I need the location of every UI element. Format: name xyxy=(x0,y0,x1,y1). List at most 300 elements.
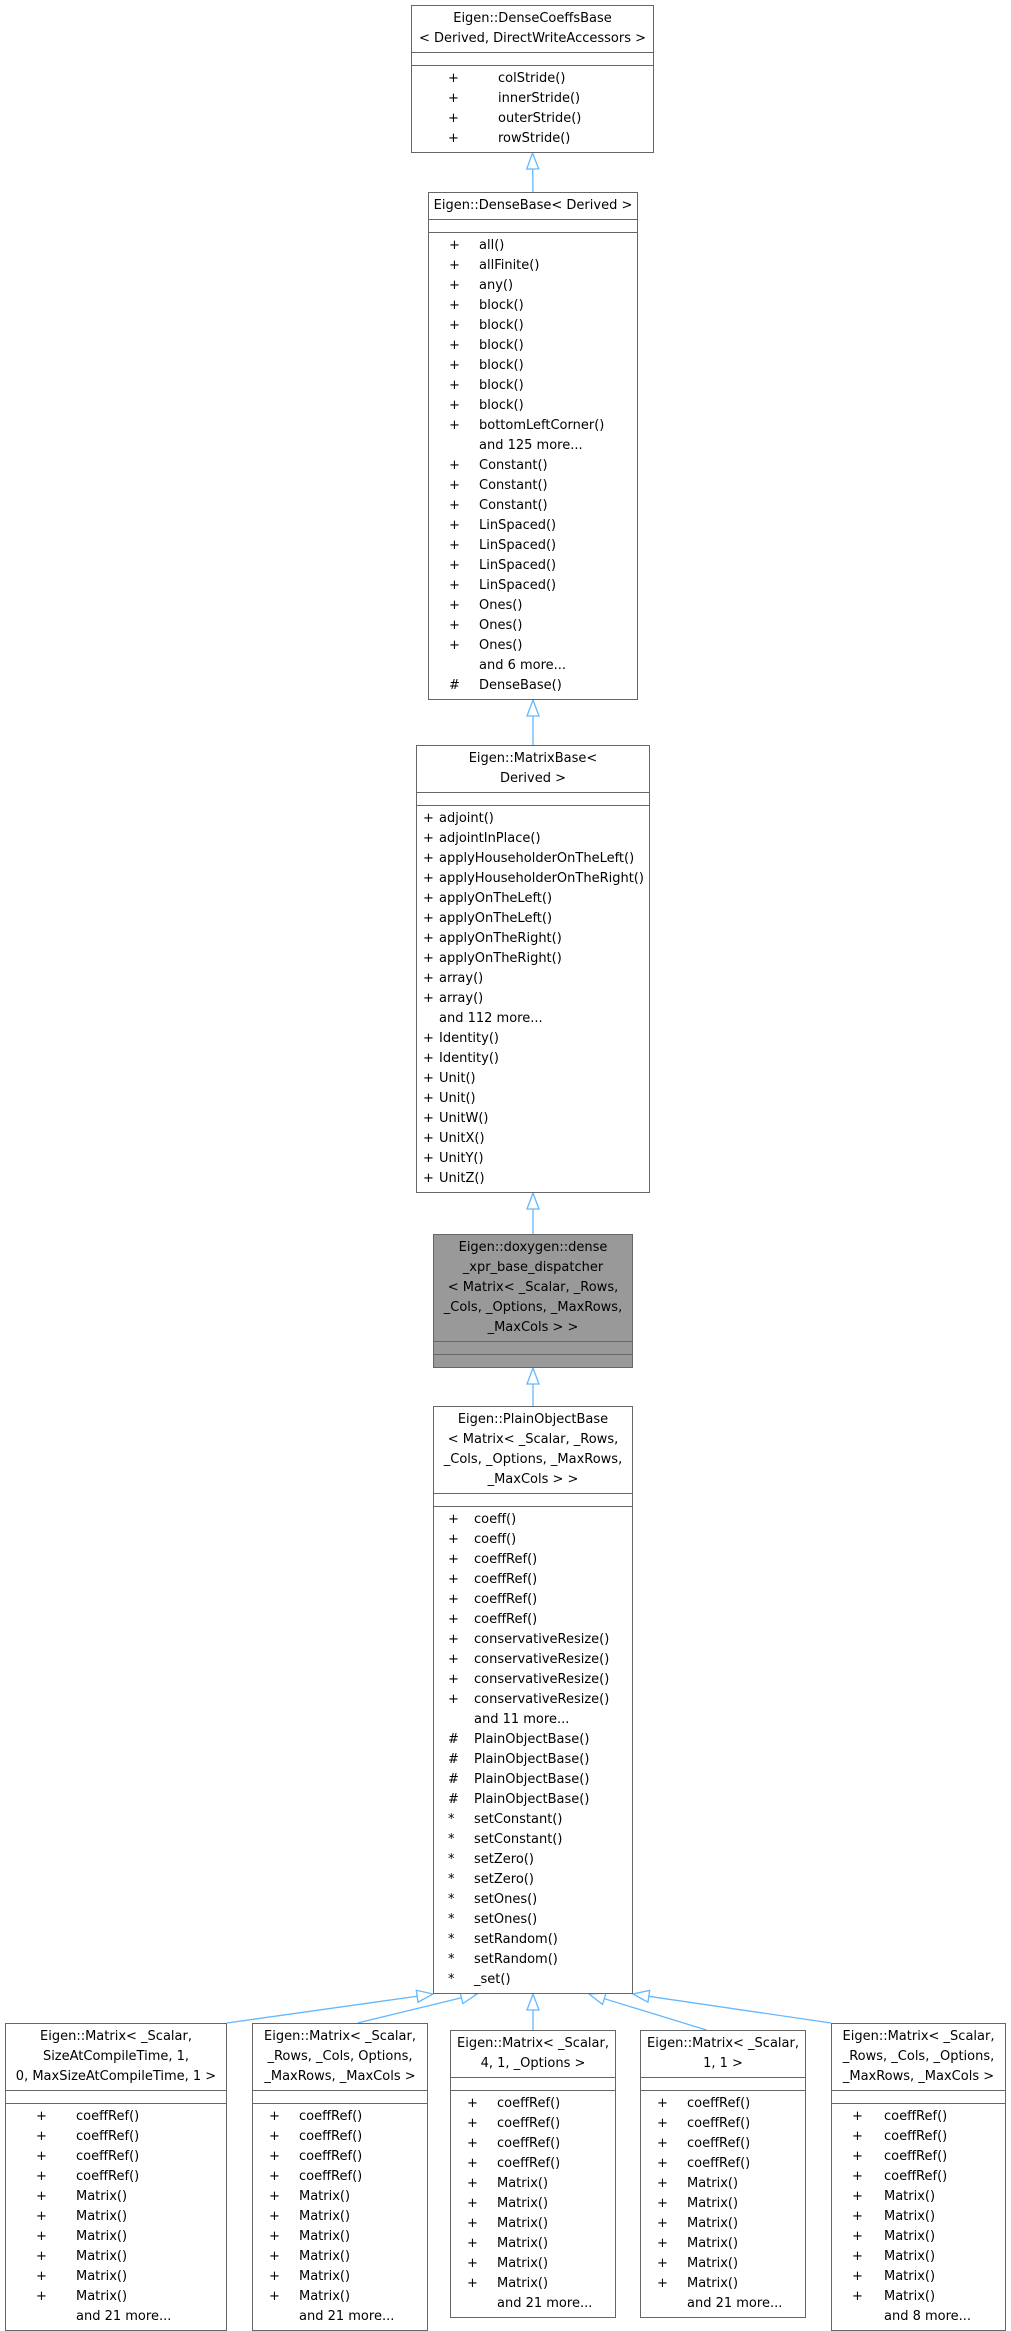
member-row[interactable] xyxy=(417,989,649,1009)
member-row[interactable] xyxy=(832,2227,1005,2247)
member-row[interactable] xyxy=(253,2187,427,2207)
member-row[interactable] xyxy=(832,2267,1005,2287)
more-members-note xyxy=(253,2307,427,2327)
edge-matrix1-to-plainobjectbase-line xyxy=(227,1996,417,2023)
member-row[interactable] xyxy=(417,809,649,829)
member-row[interactable] xyxy=(434,1890,632,1910)
member-row[interactable] xyxy=(451,2214,615,2234)
member-row[interactable] xyxy=(6,2227,226,2247)
class-title-line: 1, 1 > xyxy=(645,2054,801,2074)
member-row[interactable] xyxy=(429,676,637,696)
visibility-marker: + xyxy=(657,2274,668,2294)
class-title-line: _xpr_base_dispatcher xyxy=(438,1258,628,1278)
member-name: setRandom() xyxy=(474,1950,558,1970)
class-title-line: Eigen::DenseCoeffsBase xyxy=(416,9,649,29)
member-row[interactable] xyxy=(451,2194,615,2214)
visibility-marker: + xyxy=(657,2254,668,2274)
member-row[interactable] xyxy=(417,1049,649,1069)
member-row[interactable] xyxy=(429,316,637,336)
member-name: coeff() xyxy=(474,1530,516,1550)
visibility-marker: + xyxy=(423,1029,434,1049)
class-title-line: Eigen::Matrix< _Scalar, xyxy=(645,2034,801,2054)
member-name: coeffRef() xyxy=(299,2167,362,2187)
class-title-line: Eigen::MatrixBase< xyxy=(421,749,645,769)
member-row[interactable] xyxy=(434,1550,632,1570)
class-attributes-section xyxy=(412,53,653,66)
class-methods-section xyxy=(451,2091,615,2317)
visibility-marker: * xyxy=(448,1910,455,1930)
member-name: allFinite() xyxy=(479,256,539,276)
member-row[interactable] xyxy=(832,2127,1005,2147)
visibility-marker: + xyxy=(449,396,460,416)
member-name: PlainObjectBase() xyxy=(474,1790,589,1810)
member-name: coeffRef() xyxy=(687,2114,750,2134)
visibility-marker: + xyxy=(449,236,460,256)
member-name: conservativeResize() xyxy=(474,1630,609,1650)
visibility-marker: + xyxy=(852,2207,863,2227)
member-row[interactable] xyxy=(429,576,637,596)
member-name: Matrix() xyxy=(884,2247,935,2267)
class-title-line: Eigen::PlainObjectBase xyxy=(438,1410,628,1430)
visibility-marker: + xyxy=(467,2214,478,2234)
class-title xyxy=(429,193,637,220)
member-name: Matrix() xyxy=(299,2187,350,2207)
visibility-marker: + xyxy=(423,1149,434,1169)
member-name: applyOnTheRight() xyxy=(439,949,562,969)
visibility-marker: + xyxy=(852,2107,863,2127)
visibility-marker: + xyxy=(423,809,434,829)
class-matrix-sizeatcompiletime[interactable] xyxy=(5,2023,227,2331)
member-row[interactable] xyxy=(434,1530,632,1550)
member-row[interactable] xyxy=(6,2147,226,2167)
member-row[interactable] xyxy=(417,929,649,949)
member-name: Ones() xyxy=(479,596,522,616)
member-name: PlainObjectBase() xyxy=(474,1770,589,1790)
member-row[interactable] xyxy=(429,396,637,416)
member-row[interactable] xyxy=(429,376,637,396)
more-members-note xyxy=(429,436,637,456)
member-row[interactable] xyxy=(429,476,637,496)
member-row[interactable] xyxy=(641,2254,805,2274)
class-title-line: Eigen::Matrix< _Scalar, xyxy=(10,2027,222,2047)
member-row[interactable] xyxy=(417,909,649,929)
class-matrix-1-1[interactable] xyxy=(640,2030,806,2318)
class-title-line: _MaxCols > > xyxy=(438,1470,628,1490)
member-row[interactable] xyxy=(253,2107,427,2127)
member-row[interactable] xyxy=(434,1570,632,1590)
member-row[interactable] xyxy=(253,2147,427,2167)
visibility-marker: + xyxy=(467,2154,478,2174)
member-row[interactable] xyxy=(434,1770,632,1790)
class-methods-section xyxy=(434,1507,632,1993)
visibility-marker: * xyxy=(448,1830,455,1850)
member-row[interactable] xyxy=(412,109,653,129)
member-row[interactable] xyxy=(429,636,637,656)
more-members-note xyxy=(6,2307,226,2327)
member-row[interactable] xyxy=(434,1730,632,1750)
member-name: Matrix() xyxy=(299,2207,350,2227)
visibility-marker: + xyxy=(423,1169,434,1189)
member-name: rowStride() xyxy=(498,129,570,149)
visibility-marker: * xyxy=(448,1890,455,1910)
member-name: block() xyxy=(479,396,524,416)
member-row[interactable] xyxy=(412,129,653,149)
visibility-marker: + xyxy=(467,2174,478,2194)
member-name: and 125 more... xyxy=(479,436,583,456)
member-name: Constant() xyxy=(479,496,548,516)
visibility-marker: + xyxy=(852,2247,863,2267)
member-row[interactable] xyxy=(253,2167,427,2187)
member-row[interactable] xyxy=(641,2154,805,2174)
member-name: coeffRef() xyxy=(687,2094,750,2114)
class-title-line: < Matrix< _Scalar, _Rows, xyxy=(438,1430,628,1450)
class-title-line: Eigen::Matrix< _Scalar, xyxy=(836,2027,1001,2047)
member-row[interactable] xyxy=(417,1069,649,1089)
member-row[interactable] xyxy=(451,2234,615,2254)
member-row[interactable] xyxy=(253,2207,427,2227)
visibility-marker: * xyxy=(448,1970,455,1990)
member-name: Matrix() xyxy=(884,2267,935,2287)
visibility-marker: # xyxy=(448,1750,459,1770)
member-row[interactable] xyxy=(434,1790,632,1810)
member-row[interactable] xyxy=(451,2254,615,2274)
visibility-marker: + xyxy=(852,2147,863,2167)
member-row[interactable] xyxy=(6,2127,226,2147)
member-row[interactable] xyxy=(434,1950,632,1970)
member-name: coeffRef() xyxy=(687,2154,750,2174)
member-row[interactable] xyxy=(434,1630,632,1650)
class-title-line: _MaxCols > > xyxy=(438,1318,628,1338)
class-title-line: _MaxRows, _MaxCols > xyxy=(836,2067,1001,2087)
visibility-marker: + xyxy=(852,2187,863,2207)
member-row[interactable] xyxy=(429,296,637,316)
member-row[interactable] xyxy=(434,1910,632,1930)
member-name: applyOnTheRight() xyxy=(439,929,562,949)
member-name: coeffRef() xyxy=(299,2107,362,2127)
member-row[interactable] xyxy=(429,496,637,516)
class-methods-section xyxy=(6,2104,226,2330)
member-row[interactable] xyxy=(451,2174,615,2194)
member-row[interactable] xyxy=(429,276,637,296)
class-methods-section xyxy=(832,2104,1005,2330)
visibility-marker: + xyxy=(449,276,460,296)
visibility-marker: + xyxy=(449,336,460,356)
member-name: LinSpaced() xyxy=(479,516,556,536)
member-row[interactable] xyxy=(641,2114,805,2134)
member-row[interactable] xyxy=(6,2267,226,2287)
visibility-marker: + xyxy=(852,2167,863,2187)
member-name: Matrix() xyxy=(687,2234,738,2254)
visibility-marker: + xyxy=(852,2267,863,2287)
member-row[interactable] xyxy=(434,1850,632,1870)
member-name: Matrix() xyxy=(497,2174,548,2194)
member-row[interactable] xyxy=(429,336,637,356)
member-row[interactable] xyxy=(6,2107,226,2127)
member-name: Matrix() xyxy=(497,2254,548,2274)
member-row[interactable] xyxy=(429,356,637,376)
member-row[interactable] xyxy=(434,1510,632,1530)
member-name: coeffRef() xyxy=(76,2147,139,2167)
member-row[interactable] xyxy=(434,1690,632,1710)
member-name: Matrix() xyxy=(76,2187,127,2207)
more-members-note xyxy=(641,2294,805,2314)
member-row[interactable] xyxy=(832,2247,1005,2267)
class-title-line: _Cols, _Options, _MaxRows, xyxy=(438,1298,628,1318)
member-row[interactable] xyxy=(434,1930,632,1950)
class-title-line: _Rows, _Cols, Options, xyxy=(257,2047,423,2067)
visibility-marker: + xyxy=(36,2147,47,2167)
member-row[interactable] xyxy=(434,1830,632,1850)
visibility-marker: + xyxy=(36,2207,47,2227)
member-name: Ones() xyxy=(479,616,522,636)
edge-matrix5-to-plainobjectbase-arrowhead xyxy=(633,1990,650,2002)
member-name: block() xyxy=(479,356,524,376)
visibility-marker: + xyxy=(448,1550,459,1570)
class-dense-xpr-base-dispatcher[interactable] xyxy=(433,1234,633,1368)
member-row[interactable] xyxy=(832,2107,1005,2127)
member-row[interactable] xyxy=(832,2207,1005,2227)
class-title xyxy=(434,1407,632,1494)
visibility-marker: + xyxy=(423,849,434,869)
member-row[interactable] xyxy=(434,1750,632,1770)
member-row[interactable] xyxy=(832,2147,1005,2167)
member-row[interactable] xyxy=(832,2167,1005,2187)
member-row[interactable] xyxy=(253,2247,427,2267)
member-row[interactable] xyxy=(429,536,637,556)
member-row[interactable] xyxy=(417,829,649,849)
class-title xyxy=(412,6,653,53)
class-title-line: Derived > xyxy=(421,769,645,789)
class-dense-base[interactable] xyxy=(428,192,638,700)
member-row[interactable] xyxy=(429,556,637,576)
member-row[interactable] xyxy=(412,89,653,109)
visibility-marker: + xyxy=(448,1670,459,1690)
member-name: conservativeResize() xyxy=(474,1670,609,1690)
member-name: coeffRef() xyxy=(299,2127,362,2147)
class-matrix-options[interactable] xyxy=(252,2023,428,2331)
member-name: coeffRef() xyxy=(884,2167,947,2187)
member-row[interactable] xyxy=(429,616,637,636)
class-methods-section xyxy=(253,2104,427,2330)
visibility-marker: + xyxy=(423,1129,434,1149)
visibility-marker: + xyxy=(449,356,460,376)
visibility-marker: + xyxy=(448,1590,459,1610)
edge-matrixbase-to-densebase-arrowhead xyxy=(527,700,539,716)
member-name: Matrix() xyxy=(884,2287,935,2307)
class-matrix-underscore-options[interactable] xyxy=(831,2023,1006,2331)
member-row[interactable] xyxy=(641,2094,805,2114)
member-name: Matrix() xyxy=(76,2267,127,2287)
member-name: block() xyxy=(479,316,524,336)
member-row[interactable] xyxy=(451,2094,615,2114)
member-row[interactable] xyxy=(253,2227,427,2247)
visibility-marker: + xyxy=(269,2207,280,2227)
member-row[interactable] xyxy=(832,2287,1005,2307)
member-name: coeffRef() xyxy=(884,2107,947,2127)
visibility-marker: + xyxy=(467,2134,478,2154)
visibility-marker: + xyxy=(36,2287,47,2307)
class-title xyxy=(253,2024,427,2091)
member-row[interactable] xyxy=(434,1590,632,1610)
member-name: block() xyxy=(479,296,524,316)
member-row[interactable] xyxy=(253,2287,427,2307)
member-row[interactable] xyxy=(641,2174,805,2194)
edge-matrix1-to-plainobjectbase-arrowhead xyxy=(416,1990,433,2002)
member-row[interactable] xyxy=(417,969,649,989)
member-name: bottomLeftCorner() xyxy=(479,416,604,436)
visibility-marker: + xyxy=(423,869,434,889)
member-name: Matrix() xyxy=(497,2234,548,2254)
member-name: all() xyxy=(479,236,504,256)
member-name: Matrix() xyxy=(884,2207,935,2227)
member-name: Matrix() xyxy=(687,2274,738,2294)
edge-matrix2-to-plainobjectbase-line xyxy=(358,1998,462,2023)
class-title-line: 4, 1, _Options > xyxy=(455,2054,611,2074)
visibility-marker: + xyxy=(36,2247,47,2267)
member-row[interactable] xyxy=(641,2274,805,2294)
member-row[interactable] xyxy=(417,869,649,889)
class-methods-section xyxy=(417,806,649,1192)
member-row[interactable] xyxy=(429,516,637,536)
member-row[interactable] xyxy=(417,1089,649,1109)
member-row[interactable] xyxy=(417,1169,649,1189)
member-row[interactable] xyxy=(434,1670,632,1690)
member-name: any() xyxy=(479,276,513,296)
member-row[interactable] xyxy=(253,2267,427,2287)
class-matrix-4-1[interactable] xyxy=(450,2030,616,2318)
member-name: Matrix() xyxy=(884,2187,935,2207)
member-row[interactable] xyxy=(429,456,637,476)
member-name: Matrix() xyxy=(299,2227,350,2247)
member-row[interactable] xyxy=(451,2274,615,2294)
member-row[interactable] xyxy=(253,2127,427,2147)
visibility-marker: + xyxy=(36,2127,47,2147)
visibility-marker: + xyxy=(657,2234,668,2254)
visibility-marker: + xyxy=(449,316,460,336)
member-row[interactable] xyxy=(6,2187,226,2207)
visibility-marker: + xyxy=(269,2127,280,2147)
member-row[interactable] xyxy=(434,1970,632,1990)
class-attributes-section xyxy=(434,1342,632,1355)
member-name: setConstant() xyxy=(474,1830,562,1850)
class-plain-object-base[interactable] xyxy=(433,1406,633,1994)
member-row[interactable] xyxy=(429,236,637,256)
member-row[interactable] xyxy=(6,2207,226,2227)
member-row[interactable] xyxy=(434,1810,632,1830)
visibility-marker: + xyxy=(448,1650,459,1670)
class-title xyxy=(451,2031,615,2078)
class-dense-coeffs-base[interactable] xyxy=(411,5,654,153)
visibility-marker: + xyxy=(657,2094,668,2114)
member-row[interactable] xyxy=(641,2234,805,2254)
visibility-marker: + xyxy=(36,2167,47,2187)
member-name: coeff() xyxy=(474,1510,516,1530)
class-attributes-section xyxy=(6,2091,226,2104)
member-row[interactable] xyxy=(641,2214,805,2234)
member-name: _set() xyxy=(474,1970,511,1990)
member-row[interactable] xyxy=(434,1650,632,1670)
more-members-note xyxy=(429,656,637,676)
edge-matrix3-to-plainobjectbase-arrowhead xyxy=(527,1994,539,2010)
member-row[interactable] xyxy=(412,69,653,89)
member-row[interactable] xyxy=(6,2247,226,2267)
member-row[interactable] xyxy=(417,1149,649,1169)
visibility-marker: + xyxy=(36,2187,47,2207)
member-row[interactable] xyxy=(434,1870,632,1890)
member-name: Matrix() xyxy=(497,2274,548,2294)
visibility-marker: + xyxy=(423,909,434,929)
member-name: Constant() xyxy=(479,476,548,496)
visibility-marker: + xyxy=(657,2154,668,2174)
class-title-line: _MaxRows, _MaxCols > xyxy=(257,2067,423,2087)
member-name: coeffRef() xyxy=(474,1590,537,1610)
class-title-line: _Rows, _Cols, _Options, xyxy=(836,2047,1001,2067)
visibility-marker: + xyxy=(269,2227,280,2247)
member-row[interactable] xyxy=(429,256,637,276)
visibility-marker: + xyxy=(36,2267,47,2287)
member-name: Unit() xyxy=(439,1069,476,1089)
edge-matrix4-to-plainobjectbase-line xyxy=(604,1999,706,2030)
member-name: DenseBase() xyxy=(479,676,562,696)
member-row[interactable] xyxy=(451,2134,615,2154)
member-row[interactable] xyxy=(641,2134,805,2154)
member-row[interactable] xyxy=(417,849,649,869)
member-row[interactable] xyxy=(641,2194,805,2214)
member-name: coeffRef() xyxy=(497,2114,560,2134)
member-row[interactable] xyxy=(417,1029,649,1049)
visibility-marker: # xyxy=(448,1770,459,1790)
member-name: Matrix() xyxy=(76,2287,127,2307)
member-row[interactable] xyxy=(434,1610,632,1630)
visibility-marker: + xyxy=(423,969,434,989)
member-row[interactable] xyxy=(417,1129,649,1149)
member-name: and 11 more... xyxy=(474,1710,569,1730)
member-row[interactable] xyxy=(417,949,649,969)
member-row[interactable] xyxy=(417,1109,649,1129)
class-attributes-section xyxy=(417,793,649,806)
member-name: coeffRef() xyxy=(474,1570,537,1590)
class-title xyxy=(417,746,649,793)
visibility-marker: + xyxy=(449,496,460,516)
visibility-marker: # xyxy=(448,1790,459,1810)
member-row[interactable] xyxy=(429,416,637,436)
visibility-marker: + xyxy=(423,1109,434,1129)
member-name: coeffRef() xyxy=(474,1550,537,1570)
member-name: setZero() xyxy=(474,1850,534,1870)
member-row[interactable] xyxy=(6,2167,226,2187)
visibility-marker: + xyxy=(657,2174,668,2194)
member-name: Matrix() xyxy=(687,2174,738,2194)
member-row[interactable] xyxy=(451,2154,615,2174)
class-matrix-base[interactable] xyxy=(416,745,650,1193)
member-name: conservativeResize() xyxy=(474,1690,609,1710)
member-name: and 21 more... xyxy=(497,2294,592,2314)
visibility-marker: + xyxy=(657,2214,668,2234)
visibility-marker: * xyxy=(448,1950,455,1970)
member-row[interactable] xyxy=(832,2187,1005,2207)
class-title-line: Eigen::Matrix< _Scalar, xyxy=(257,2027,423,2047)
member-row[interactable] xyxy=(451,2114,615,2134)
member-row[interactable] xyxy=(6,2287,226,2307)
member-name: setOnes() xyxy=(474,1890,537,1910)
visibility-marker: * xyxy=(448,1810,455,1830)
member-row[interactable] xyxy=(429,596,637,616)
class-attributes-section xyxy=(253,2091,427,2104)
visibility-marker: + xyxy=(449,636,460,656)
visibility-marker: + xyxy=(449,416,460,436)
member-row[interactable] xyxy=(417,889,649,909)
member-name: Matrix() xyxy=(884,2227,935,2247)
